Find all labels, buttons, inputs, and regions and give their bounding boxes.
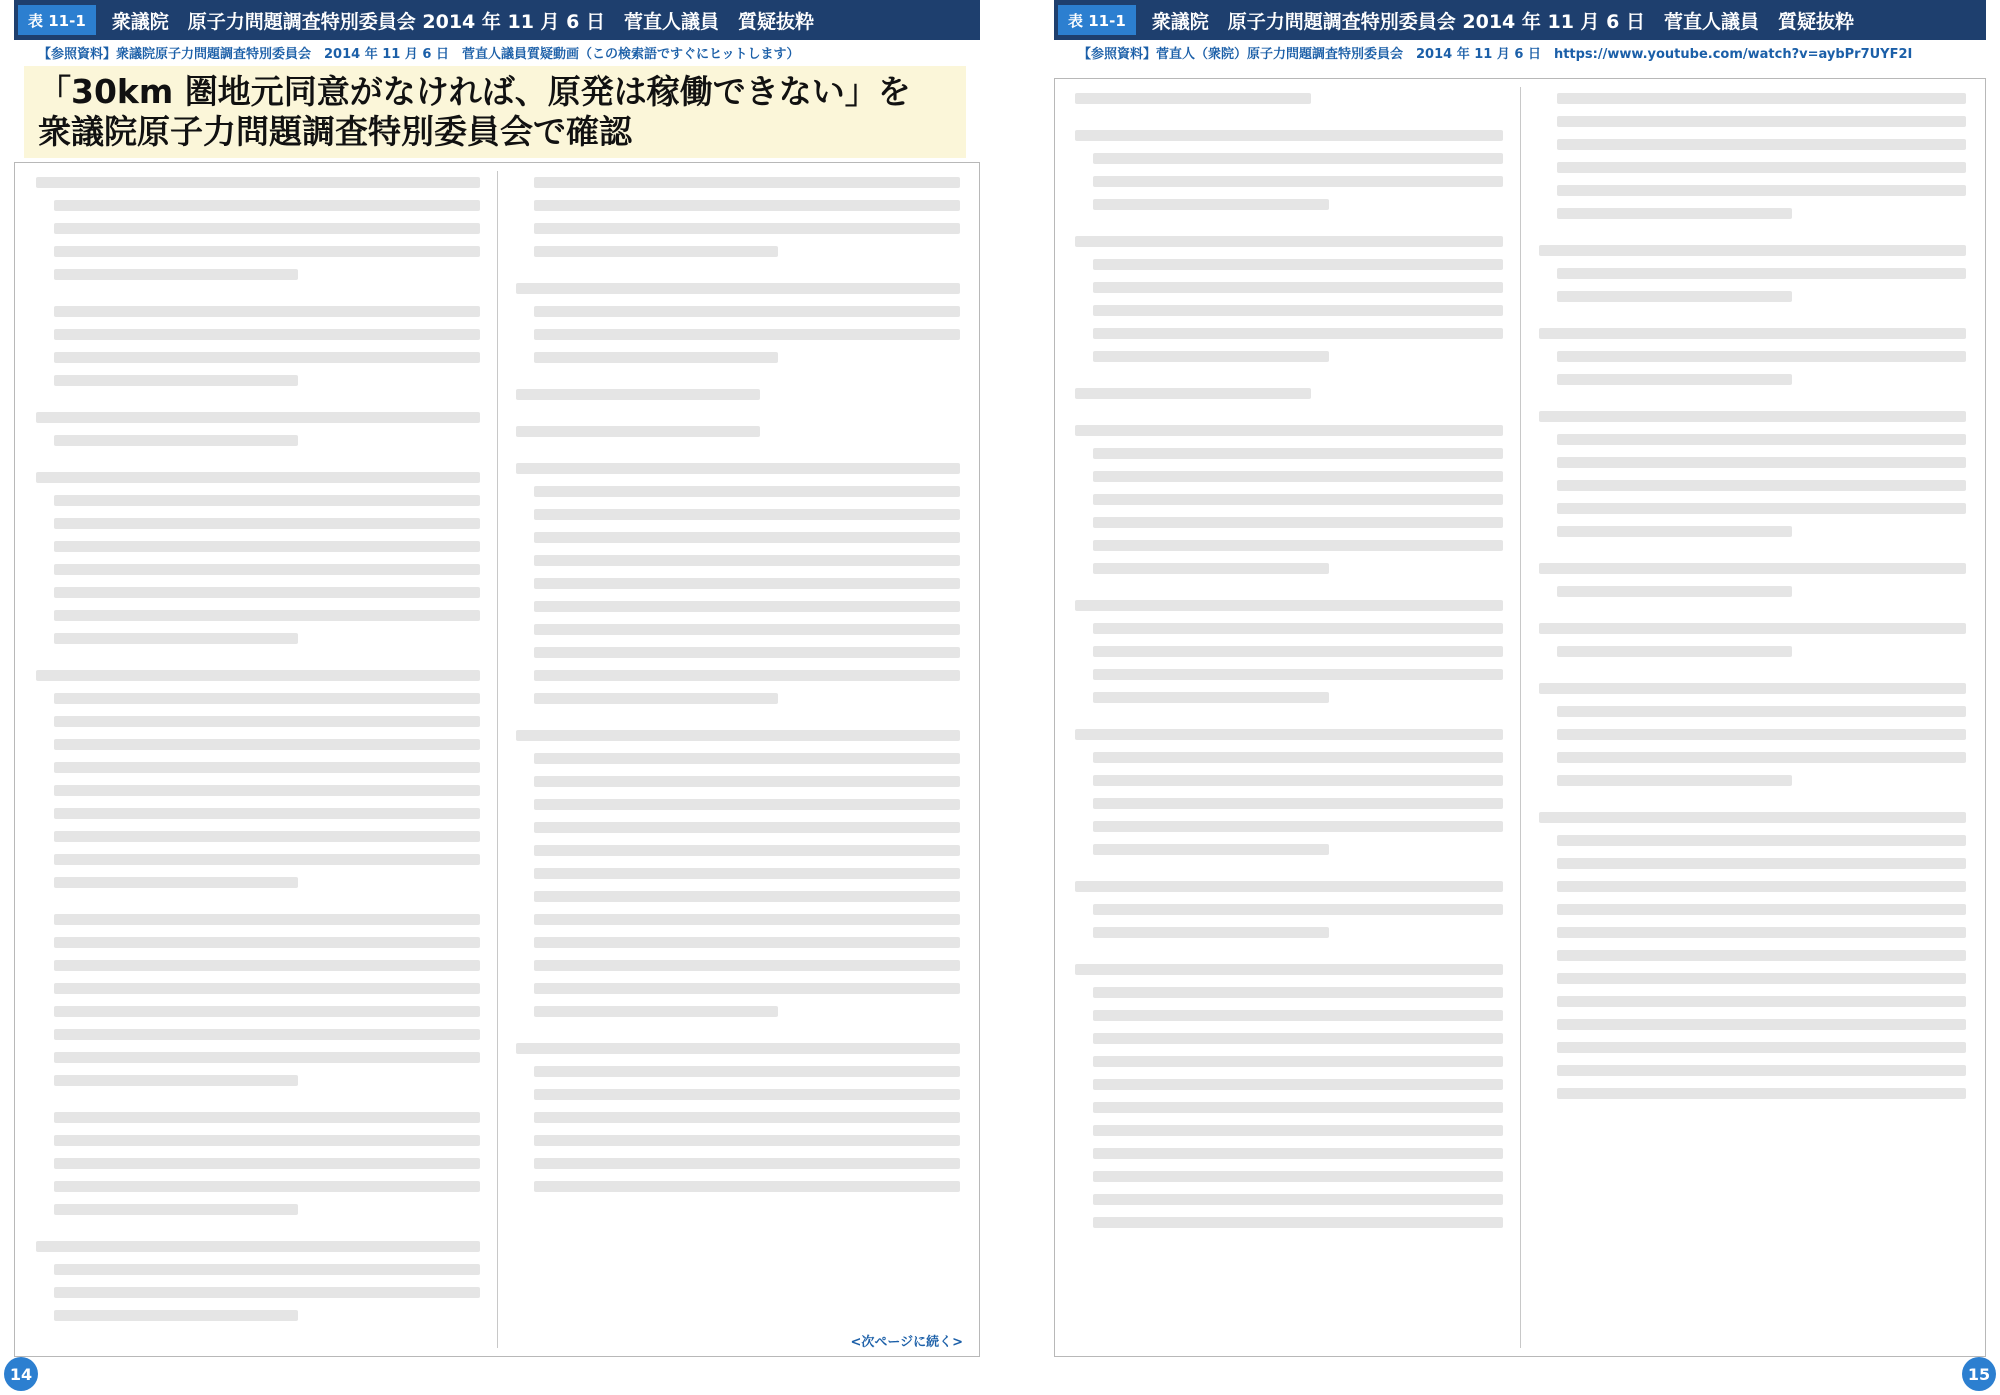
transcript-column-1 [36,177,479,1342]
headline: 「30km 圏地元同意がなければ、原発は稼働できない」を 衆議院原子力問題調査特別委員会で確認 [38,72,911,151]
left-page [0,0,980,1395]
header-title: 衆議院 原子力問題調査特別委員会 2014 年 11 月 6 日 菅直人議員 質疑抜粋 [111,10,814,33]
header-band [14,0,980,40]
table-badge: 表 11-1 [1058,5,1136,35]
transcript-frame [1054,78,1986,1357]
page-number: 15 [1962,1357,1996,1391]
transcript-column-2 [516,177,959,1342]
column-divider [497,171,498,1348]
continued-note: <次ページに続く> [850,1335,963,1350]
column-divider [1520,87,1521,1348]
transcript-column-1 [1075,93,1503,1342]
header-band [1054,0,1986,40]
transcript-frame [14,162,980,1357]
table-badge: 表 11-1 [18,5,96,35]
reference-note: 【参照資料】衆議院原子力問題調査特別委員会 2014 年 11 月 6 日 菅直人議員質疑動画（この検索語ですぐにヒットします） [38,47,800,62]
page-gutter [980,0,1020,1395]
right-page [1020,0,2000,1395]
headline-box [24,66,966,158]
header-title: 衆議院 原子力問題調査特別委員会 2014 年 11 月 6 日 菅直人議員 質疑抜粋 [1151,10,1854,33]
transcript-column-2 [1539,93,1967,1342]
page-number: 14 [4,1357,38,1391]
reference-note: 【参照資料】菅直人（衆院）原子力問題調査特別委員会 2014 年 11 月 6 日 https://www.youtube.com/watch?v=aybPr7UYF2I [1078,47,1913,62]
